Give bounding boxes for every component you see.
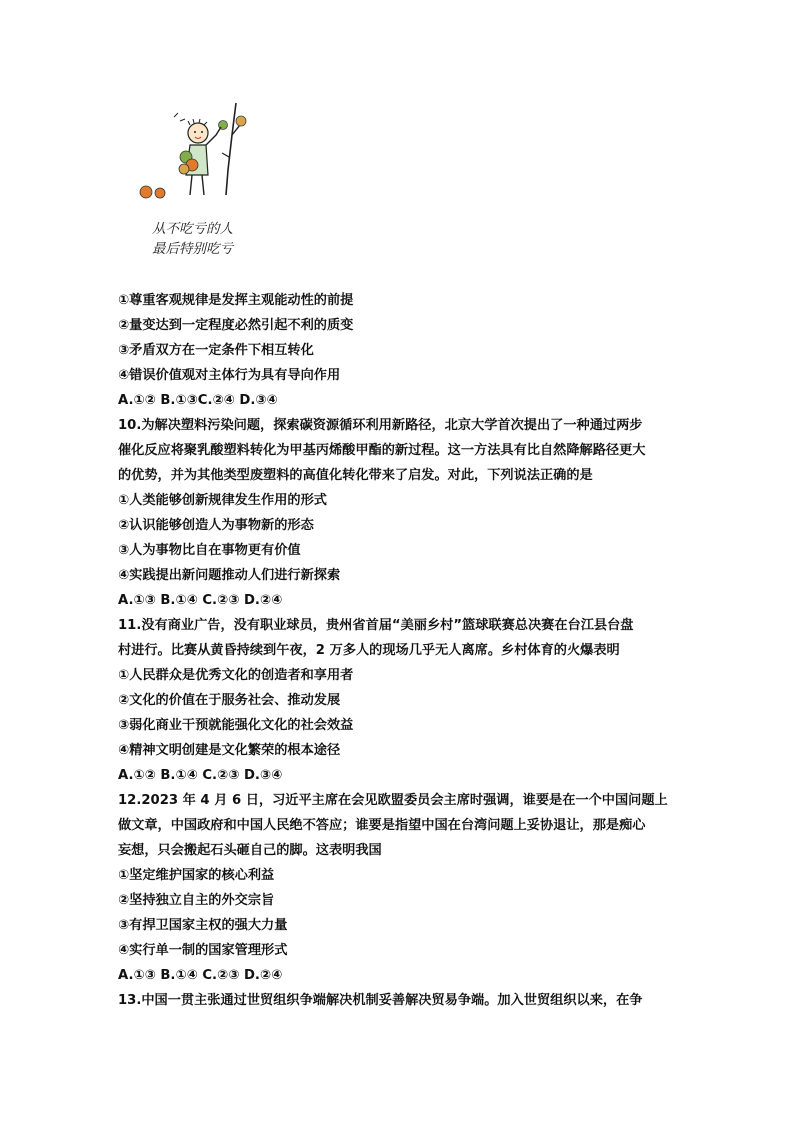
- answer-options-line: A.①③ B.①④ C.②③ D.②④: [118, 593, 283, 608]
- text-line: ③人为事物比自在事物更有价值: [118, 543, 301, 558]
- text-line: ④精神文明创建是文化繁荣的根本途径: [118, 743, 341, 758]
- text-line: 做文章，中国政府和中国人民绝不答应；谁要是指望中国在台湾问题上妥协退让，那是痴心: [118, 818, 646, 833]
- text-line: ④实践提出新问题推动人们进行新探索: [118, 568, 341, 583]
- text-line: ②量变达到一定程度必然引起不利的质变: [118, 318, 354, 333]
- text-line: ①人民群众是优秀文化的创造者和享用者: [118, 668, 354, 683]
- text-line: ③有捍卫国家主权的强大力量: [118, 918, 288, 933]
- text-line: ①尊重客观规律是发挥主观能动性的前提: [118, 293, 354, 308]
- question-10-stem: 10.为解决塑料污染问题，探索碳资源循环利用新路径，北京大学首次提出了一种通过两步: [118, 418, 643, 433]
- caption-line-1: 从不吃亏的人: [152, 221, 233, 237]
- text-line: ④实行单一制的国家管理形式: [118, 943, 288, 958]
- text-line: 的优势，并为其他类型废塑料的高值化转化带来了启发。对此，下列说法正确的是: [118, 468, 593, 483]
- boy-picking-fruit-drawing: [128, 95, 258, 225]
- text-line: ②认识能够创造人为事物新的形态: [118, 518, 314, 533]
- answer-options-line: A.①③ B.①④ C.②③ D.②④: [118, 968, 283, 983]
- text-line: ②坚持独立自主的外交宗旨: [118, 893, 275, 908]
- question-12-stem: 12.2023 年 4 月 6 日，习近平主席在会见欧盟委员会主席时强调，谁要是在一个中国问题上: [118, 793, 668, 808]
- illustration-caption: [152, 219, 233, 259]
- text-line: 妄想，只会搬起石头砸自己的脚。这表明我国: [118, 843, 382, 858]
- question-text-body: [118, 288, 678, 1013]
- text-line: ②文化的价值在于服务社会、推动发展: [118, 693, 341, 708]
- text-line: ④错误价值观对主体行为具有导向作用: [118, 368, 341, 383]
- answer-options-line: A.①② B.①④ C.②③ D.③④: [118, 768, 283, 783]
- text-line: ③矛盾双方在一定条件下相互转化: [118, 343, 314, 358]
- text-line: ①坚定维护国家的核心利益: [118, 868, 275, 883]
- question-13-stem: 13.中国一贯主张通过世贸组织争端解决机制妥善解决贸易争端。加入世贸组织以来，在争: [118, 993, 643, 1008]
- text-line: ①人类能够创新规律发生作用的形式: [118, 493, 327, 508]
- text-line: 村进行。比赛从黄昏持续到午夜，2 万多人的现场几乎无人离席。乡村体育的火爆表明: [118, 643, 620, 658]
- answer-options-line: A.①② B.①③C.②④ D.③④: [118, 393, 278, 408]
- text-line: 催化反应将聚乳酸塑料转化为甲基丙烯酸甲酯的新过程。这一方法具有比自然降解路径更大: [118, 443, 646, 458]
- question-11-stem: 11.没有商业广告，没有职业球员，贵州省首届“美丽乡村”篮球联赛总决赛在台江县台盘: [118, 618, 634, 633]
- caption-line-2: 最后特别吃亏: [152, 241, 233, 257]
- text-line: ③弱化商业干预就能强化文化的社会效益: [118, 718, 354, 733]
